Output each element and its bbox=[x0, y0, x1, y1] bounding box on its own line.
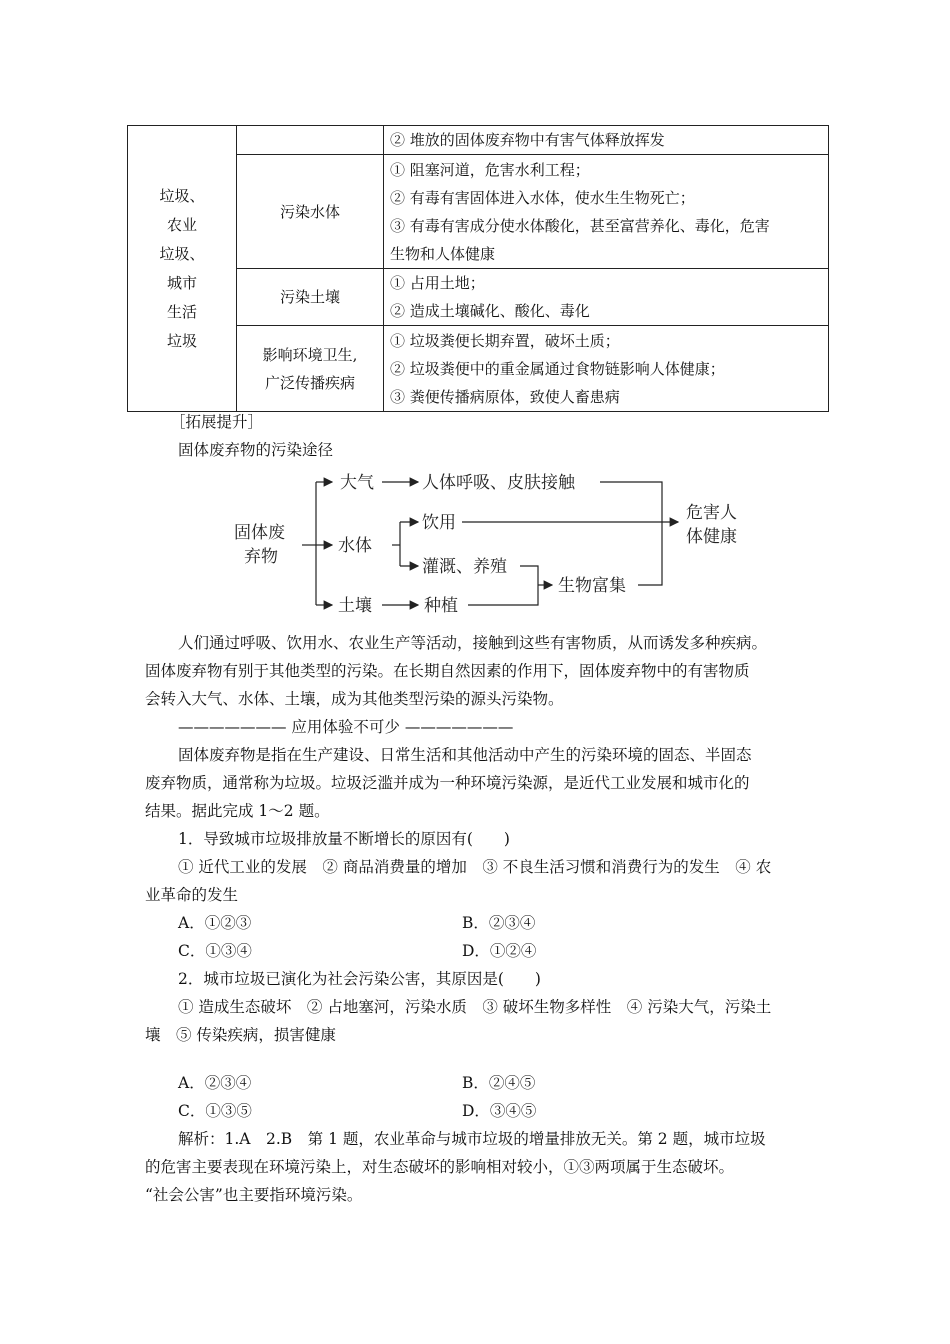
paragraph-line: 固体废弃物有别于其他类型的污染。在长期自然因素的作用下，固体废弃物中的有害物质 bbox=[145, 662, 750, 680]
detail-cell bbox=[384, 326, 829, 412]
detail-line: ① 阻塞河道，危害水利工程； bbox=[390, 160, 590, 179]
pollution-table bbox=[127, 125, 829, 412]
detail-line: ① 垃圾粪便长期弃置，破坏土质； bbox=[390, 331, 620, 350]
impact-label: 广泛传播疾病 bbox=[264, 373, 355, 392]
node-soil: 土壤 bbox=[338, 596, 372, 616]
analysis-line: “社会公害”也主要指环境污染。 bbox=[145, 1186, 363, 1204]
option-d: D．①②④ bbox=[462, 942, 537, 960]
pollution-pathway-diagram bbox=[220, 460, 780, 625]
diagram-title: 固体废弃物的污染途径 bbox=[178, 441, 334, 459]
detail-line: ② 垃圾粪便中的重金属通过食物链影响人体健康； bbox=[390, 359, 725, 378]
impact-label: 污染土壤 bbox=[279, 288, 340, 306]
detail-line: ② 堆放的固体废弃物中有害气体释放挥发 bbox=[390, 131, 665, 149]
impact-cell bbox=[237, 326, 384, 412]
connector bbox=[600, 482, 662, 522]
node-harm: 体健康 bbox=[686, 527, 737, 547]
node-drink: 饮用 bbox=[422, 513, 456, 533]
paragraph-line: 结果。据此完成 1～2 题。 bbox=[145, 802, 330, 820]
question-items: 壤 ⑤ 传染疾病，损害健康 bbox=[145, 1026, 336, 1044]
node-source: 弃物 bbox=[244, 547, 278, 567]
paragraph-line: 人们通过呼吸、饮用水、农业生产等活动，接触到这些有害物质，从而诱发多种疾病。 bbox=[178, 634, 768, 652]
paragraph-line: 固体废弃物是指在生产建设、日常生活和其他活动中产生的污染环境的固态、半固态 bbox=[178, 746, 752, 764]
node-harm: 危害人 bbox=[686, 503, 737, 523]
option-a: A．①②③ bbox=[178, 914, 252, 932]
question-items: ① 造成生态破坏 ② 占地塞河，污染水质 ③ 破坏生物多样性 ④ 污染大气，污染土 bbox=[178, 998, 772, 1016]
detail-line: ① 占用土地； bbox=[390, 274, 485, 292]
category-line: 垃圾 bbox=[166, 331, 197, 350]
node-air: 大气 bbox=[340, 473, 374, 493]
question-items: 业革命的发生 bbox=[145, 886, 239, 904]
category-line: 生活 bbox=[166, 302, 197, 321]
question-stem: 2．城市垃圾已演化为社会污染公害，其原因是( ) bbox=[178, 970, 541, 988]
option-b: B．②③④ bbox=[462, 914, 536, 932]
detail-line: ② 造成土壤碱化、酸化、毒化 bbox=[390, 302, 590, 320]
impact-cell bbox=[237, 155, 384, 269]
detail-cell bbox=[384, 126, 829, 155]
detail-line: 生物和人体健康 bbox=[390, 244, 496, 263]
option-b: B．②④⑤ bbox=[462, 1074, 536, 1092]
category-line: 垃圾、 bbox=[159, 186, 205, 205]
category-line: 农业 bbox=[166, 215, 197, 234]
analysis-line: 的危害主要表现在环境污染上，对生态破坏的影响相对较小，①③两项属于生态破坏。 bbox=[145, 1158, 735, 1176]
category-line: 城市 bbox=[166, 273, 197, 292]
impact-cell bbox=[237, 269, 384, 326]
detail-line: ② 有毒有害固体进入水体，使水生生物死亡； bbox=[390, 188, 695, 207]
option-c: C．①③④ bbox=[178, 942, 252, 960]
detail-line: ③ 粪便传播病原体，致使人畜患病 bbox=[390, 387, 620, 406]
analysis-line: 解析：1.A 2.B 第 1 题，农业革命与城市垃圾的增量排放无关。第 2 题，城市垃圾 bbox=[178, 1130, 766, 1148]
detail-cell bbox=[384, 269, 829, 326]
node-source: 固体废 bbox=[234, 523, 285, 543]
node-breath: 人体呼吸、皮肤接触 bbox=[422, 473, 575, 493]
node-plant: 种植 bbox=[424, 596, 458, 616]
question-items: ① 近代工业的发展 ② 商品消费量的增加 ③ 不良生活习惯和消费行为的发生 ④ 农 bbox=[178, 858, 772, 876]
impact-cell-empty bbox=[237, 126, 384, 155]
option-a: A．②③④ bbox=[178, 1074, 252, 1092]
extension-heading: ［拓展提升］ bbox=[170, 413, 264, 431]
detail-line: ③ 有毒有害成分使水体酸化，甚至富营养化、毒化，危害 bbox=[390, 216, 770, 235]
option-c: C．①③⑤ bbox=[178, 1102, 252, 1120]
paragraph-line: 会转入大气、水体、土壤，成为其他类型污染的源头污染物。 bbox=[145, 690, 564, 708]
impact-label: 污染水体 bbox=[279, 202, 340, 221]
node-bioacc: 生物富集 bbox=[558, 576, 626, 596]
connector bbox=[638, 522, 662, 585]
question-stem: 1．导致城市垃圾排放量不断增长的原因有( ) bbox=[178, 830, 510, 848]
node-irrigate: 灌溉、养殖 bbox=[422, 557, 507, 577]
paragraph-line: 废弃物质，通常称为垃圾。垃圾泛滥并成为一种环境污染源，是近代工业发展和城市化的 bbox=[145, 774, 750, 792]
node-water: 水体 bbox=[338, 536, 372, 556]
section-title: ——————— 应用体验不可少 ——————— bbox=[178, 718, 514, 736]
category-line: 垃圾、 bbox=[159, 244, 205, 263]
detail-cell bbox=[384, 155, 829, 269]
option-d: D．③④⑤ bbox=[462, 1102, 537, 1120]
impact-label: 影响环境卫生, bbox=[262, 345, 358, 364]
category-cell bbox=[128, 126, 237, 412]
